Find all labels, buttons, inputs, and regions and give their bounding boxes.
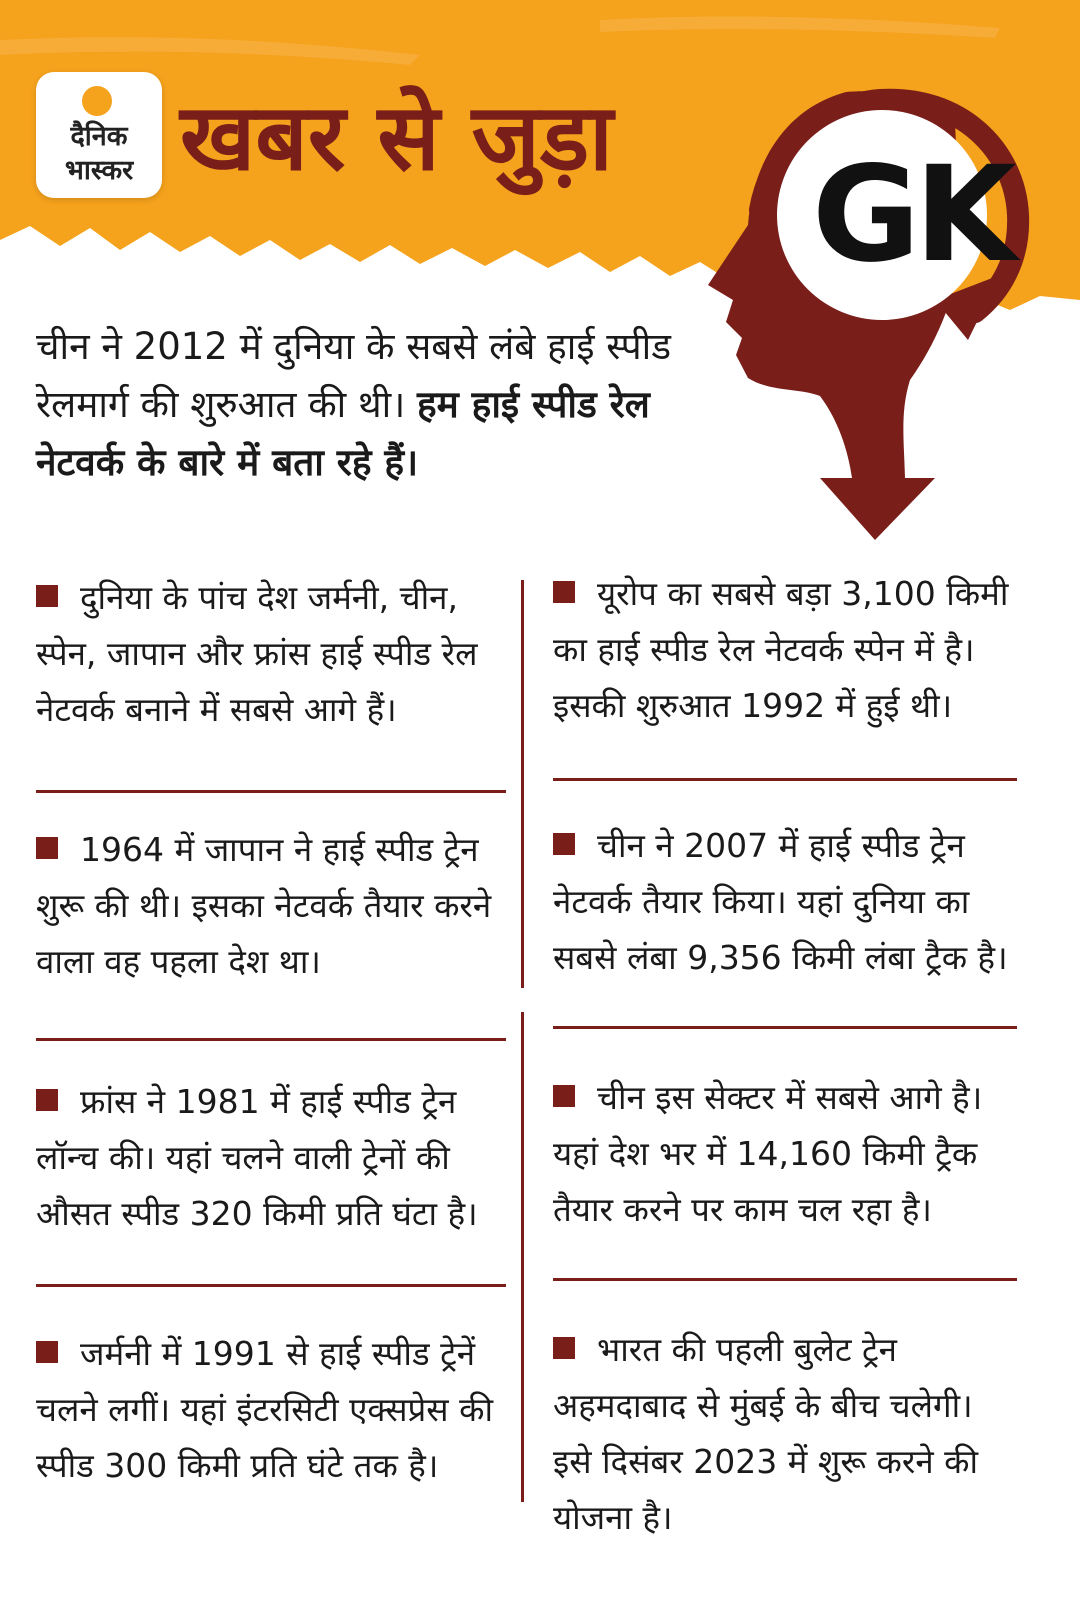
fact-text: चीन ने 2007 में हाई स्पीड ट्रेन नेटवर्क तैयार किया। यहां दुनिया का सबसे लंबा 9,356 किमी लंबा ट्रैक है। <box>553 826 1008 977</box>
fact-item <box>553 548 1017 800</box>
column-divider-top <box>521 580 524 988</box>
fact-item <box>36 1308 506 1560</box>
fact-text: दुनिया के पांच देश जर्मनी, चीन, स्पेन, जापान और फ्रांस हाई स्पीड रेल नेटवर्क बनाने में सबसे आगे हैं। <box>36 578 478 729</box>
logo-text-line1: दैनिक <box>70 121 128 152</box>
square-bullet-icon <box>553 833 575 855</box>
square-bullet-icon <box>36 1089 58 1111</box>
fact-item <box>36 804 506 1056</box>
square-bullet-icon <box>36 585 58 607</box>
fact-item <box>553 1304 1017 1556</box>
divider <box>553 1026 1017 1029</box>
divider <box>553 778 1017 781</box>
dainik-bhaskar-logo <box>36 72 162 198</box>
divider <box>36 1284 506 1287</box>
square-bullet-icon <box>36 837 58 859</box>
logo-text-line2: भास्कर <box>64 155 134 186</box>
gk-badge: GK <box>812 138 1011 292</box>
square-bullet-icon <box>553 1085 575 1107</box>
intro-text: चीन ने 2012 में दुनिया के सबसे लंबे हाई स्पीड रेलमार्ग की शुरुआत की थी। <box>36 325 672 426</box>
fact-text: चीन इस सेक्टर में सबसे आगे है। यहां देश भर में 14,160 किमी ट्रैक तैयार करने पर काम चल रहा है। <box>553 1078 983 1229</box>
square-bullet-icon <box>553 581 575 603</box>
fact-item <box>553 1052 1017 1304</box>
page-title: खबर से जुड़ा <box>180 84 613 191</box>
divider <box>36 1038 506 1041</box>
sun-icon <box>82 86 112 116</box>
left-column <box>36 552 506 1560</box>
fact-text: 1964 में जापान ने हाई स्पीड ट्रेन शुरू की थी। इसका नेटवर्क तैयार करने वाला वह पहला देश था। <box>36 830 492 981</box>
fact-text: जर्मनी में 1991 से हाई स्पीड ट्रेनें चलने लगीं। यहां इंटरसिटी एक्सप्रेस की स्पीड 300 किमी प्रति घंटे तक है। <box>36 1334 493 1485</box>
square-bullet-icon <box>553 1337 575 1359</box>
fact-text: भारत की पहली बुलेट ट्रेन अहमदाबाद से मुंबई के बीच चलेगी। इसे दिसंबर 2023 में शुरू करने की योजना है। <box>553 1330 979 1537</box>
column-divider-bottom <box>521 1012 524 1502</box>
fact-text: फ्रांस ने 1981 में हाई स्पीड ट्रेन लॉन्च की। यहां चलने वाली ट्रेनों की औसत स्पीड 320 किमी प्रति घंटा है। <box>36 1082 478 1233</box>
fact-item <box>36 552 506 804</box>
intro-bold-text: हम हाई स्पीड रेल नेटवर्क के बारे में बता रहे हैं। <box>36 383 650 484</box>
divider <box>36 790 506 793</box>
intro-paragraph <box>36 318 726 492</box>
divider <box>553 1278 1017 1281</box>
fact-item <box>36 1056 506 1308</box>
square-bullet-icon <box>36 1341 58 1363</box>
right-column <box>553 548 1017 1556</box>
fact-text: यूरोप का सबसे बड़ा 3,100 किमी का हाई स्पीड रेल नेटवर्क स्पेन में है। इसकी शुरुआत 1992 में हुई थी। <box>553 574 1009 725</box>
fact-item <box>553 800 1017 1052</box>
